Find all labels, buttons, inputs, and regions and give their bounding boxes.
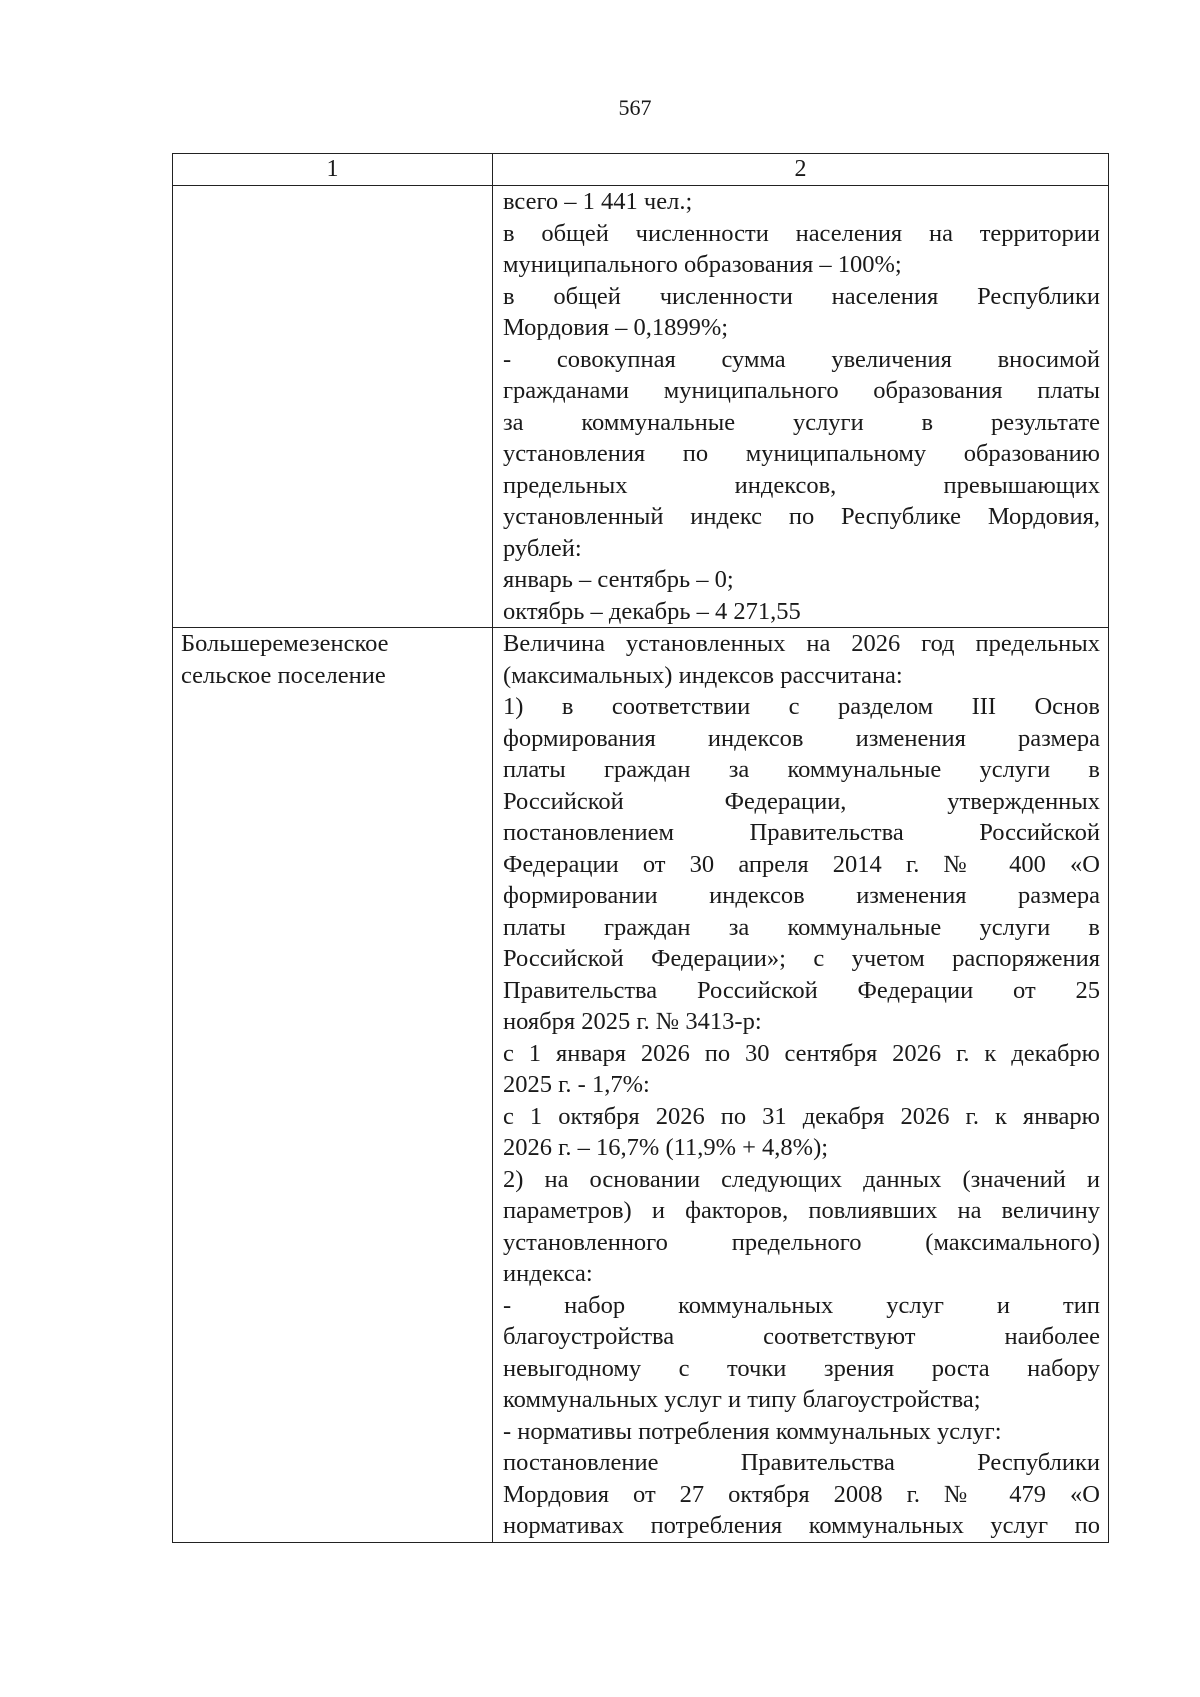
cell-text-line: Федерации от 30 апреля 2014 г. № 400 «О — [503, 850, 1100, 878]
cell-text-line: установления по муниципальному образованию — [503, 440, 1100, 467]
cell-text-line: Правительства Российской Федерации от 25 — [503, 976, 1100, 1004]
cell-text-line: постановление Правительства Республики — [503, 1449, 1100, 1476]
cell-text-line: с 1 января 2026 по 30 сентября 2026 г. к декабрю — [503, 1039, 1100, 1067]
column-header-2: 2 — [493, 154, 1109, 186]
table-header-row — [173, 154, 1109, 186]
cell-text-line: Мордовия – 0,1899%; — [503, 314, 729, 341]
cell-text-line: - совокупная сумма увеличения вносимой — [503, 345, 1100, 373]
cell-text-line: постановлением Правительства Российской — [503, 819, 1100, 846]
cell-text-line: Российской Федерации»; с учетом распоряжения — [503, 945, 1100, 972]
cell-text-line: 2025 г. - 1,7%: — [503, 1071, 650, 1098]
cell-text-line: 2026 г. – 16,7% (11,9% + 4,8%); — [503, 1134, 829, 1161]
cell-text-line: рублей: — [503, 534, 582, 562]
table-row — [173, 628, 1109, 1543]
cell-text-line: октябрь – декабрь – 4 271,55 — [503, 597, 801, 625]
cell-text-line: Российской Федерации, утвержденных — [503, 787, 1100, 815]
cell-text-line: 2) на основании следующих данных (значений и — [503, 1165, 1100, 1193]
row-1-right-cell — [493, 186, 1109, 628]
cell-text-line: сельское поселение — [181, 661, 386, 689]
cell-text-line: в общей численности населения Республики — [503, 282, 1100, 310]
document-table — [172, 153, 1109, 1543]
cell-text-line: - нормативы потребления коммунальных услуг: — [503, 1417, 1002, 1445]
cell-text-line: Большеремезенское — [181, 630, 389, 657]
cell-text-line: параметров) и факторов, повлиявших на величину — [503, 1197, 1100, 1224]
row-2-left-cell — [173, 628, 493, 1543]
cell-text-line: с 1 октября 2026 по 31 декабря 2026 г. к январю — [503, 1102, 1100, 1130]
cell-text-line: 1) в соответствии с разделом III Основ — [503, 693, 1100, 720]
table-row — [173, 186, 1109, 628]
cell-text-line: январь – сентябрь – 0; — [503, 566, 734, 593]
cell-text-line: коммунальных услуг и типу благоустройства; — [503, 1386, 981, 1413]
cell-text-line: индекса: — [503, 1260, 593, 1287]
cell-text-line: нормативах потребления коммунальных услуг по — [503, 1512, 1100, 1539]
cell-text-line: муниципального образования – 100%; — [503, 251, 902, 278]
cell-text-line: всего – 1 441 чел.; — [503, 188, 693, 215]
cell-text-line: невыгодному с точки зрения роста набору — [503, 1354, 1100, 1382]
row-2-right-cell — [493, 628, 1109, 1543]
cell-text-line: за коммунальные услуги в результате — [503, 408, 1100, 436]
cell-text-line: гражданами муниципального образования платы — [503, 377, 1100, 404]
cell-text-line: (максимальных) индексов рассчитана: — [503, 661, 903, 689]
cell-text-line: благоустройства соответствуют наиболее — [503, 1323, 1100, 1350]
cell-text-line: в общей численности населения на территории — [503, 219, 1100, 247]
cell-text-line: - набор коммунальных услуг и тип — [503, 1291, 1100, 1319]
page-number: 567 — [618, 95, 652, 120]
row-1-left-cell — [173, 186, 493, 628]
cell-text-line: установленный индекс по Республике Мордовия, — [503, 503, 1100, 530]
cell-text-line: платы граждан за коммунальные услуги в — [503, 913, 1100, 941]
cell-text-line: формирования индексов изменения размера — [503, 724, 1100, 752]
cell-text-line: ноября 2025 г. № 3413-р: — [503, 1008, 762, 1035]
cell-text-line: Мордовия от 27 октября 2008 г. № 479 «О — [503, 1480, 1100, 1508]
column-header-1: 1 — [173, 154, 493, 186]
cell-text-line: формировании индексов изменения размера — [503, 882, 1100, 909]
cell-text-line: установленного предельного (максимального) — [503, 1228, 1100, 1256]
cell-text-line: предельных индексов, превышающих — [503, 471, 1100, 499]
cell-text-line: Величина установленных на 2026 год предельных — [503, 630, 1100, 657]
cell-text-line: платы граждан за коммунальные услуги в — [503, 756, 1100, 783]
